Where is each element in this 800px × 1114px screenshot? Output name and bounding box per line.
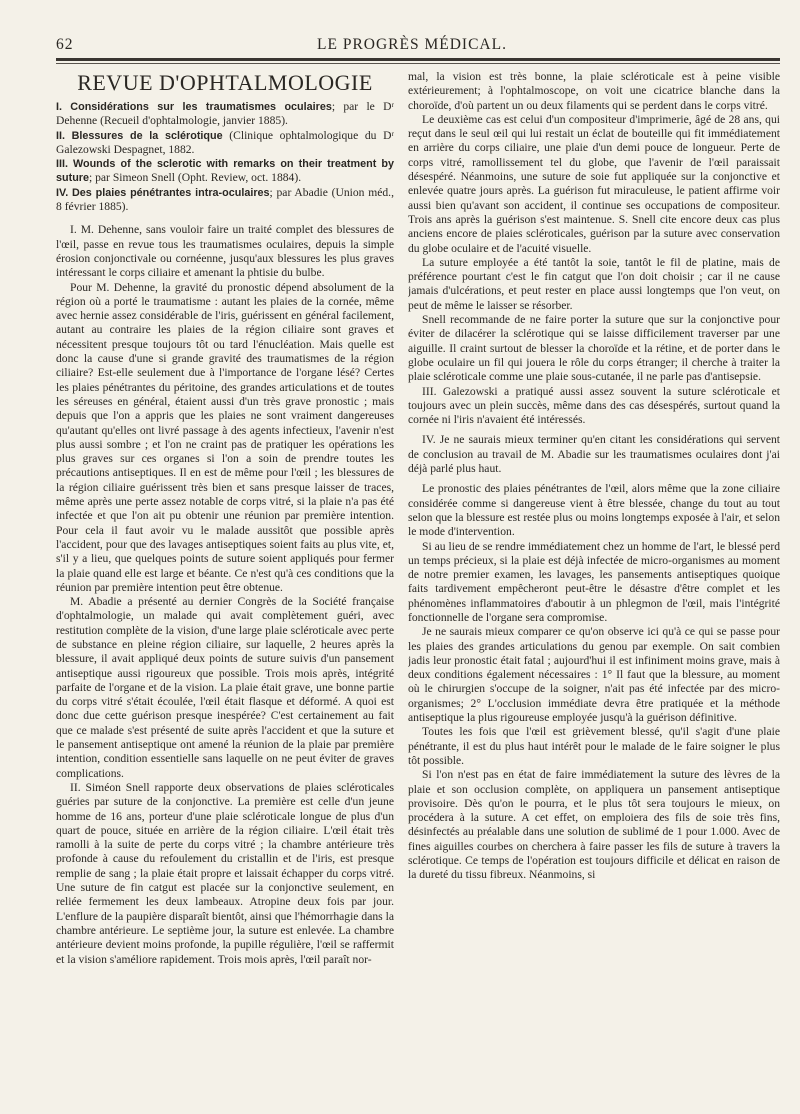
section-title: REVUE D'OPHTALMOLOGIE <box>77 70 373 95</box>
paragraph: III. Galezowski a pratiqué aussi assez souvent la suture scléroticale et toujours avec un plein succès, même dans des cas désespérés, surtout quand la cornée ni l'iris n'avaient été intéressés. <box>408 384 780 427</box>
paragraph: mal, la vision est très bonne, la plaie scléroticale est à peine visible extérieurement; à l'ophtalmoscope, on voit une cicatrice blanche dans la choroïde, d'où partent un ou deux filaments qui se perdent dans le corps vitré. <box>408 70 780 112</box>
header-rule-thin <box>56 63 780 64</box>
article-entry: III. Wounds of the sclerotic with remarks on their treatment by suture; par Simeon Snell (Opht. Review, oct. 1884). <box>56 158 394 185</box>
running-title: LE PROGRÈS MÉDICAL. <box>317 36 507 53</box>
paragraph: Pour M. Dehenne, la gravité du pronostic dépend absolument de la région où a porté le traumatisme : autant les plaies de la cornée, même avec hernie assez considérable de l'iris, guérissent en général facilement, autant au contraire les plaies de la région ciliaire sont graves et nécessitent presque toujours tôt ou tard l'énucléation. Mais quelle est donc la cause d'une si grande gravité des traumatismes de la région ciliaire? Est-elle seulement due à l'importance de l'organe lésé? Certes les plaies pénétrantes du péritoine, des grandes articulations et de toutes les séreuses en général, étaient aussi d'un très grave pronostic ; mais depuis que l'on a appris que les plaies ne sont vraiment dangereuses qu'autant qu'elles ont livré passage à des agents infectieux, l'avenir n'est plus aussi sombre ; et l'on ne craint pas de pratiquer les opérations les plus graves sur ces organes si l'on a soin de prendre toutes les précautions antiseptiques. Il en est de même pour l'œil ; les blessures de la région ciliaire guérissent très bien et sans presque laisser de traces, même après une perte assez notable de corps vitré, si la plaie n'a pas été infectée et que l'on ait pu obtenir une réunion par première intention. Pour cela il faut avoir vu le malade aussitôt que possible après l'accident, pour que des lavages antiseptiques soient faits au plus vite, et, s'il y a lieu, que quelques points de suture soient appliqués pour fermer la plaie quand elle est large et béante. Ce n'est qu'à ces conditions que la réunion par première intention peut être obtenue. <box>56 280 394 594</box>
paragraph: M. Abadie a présenté au dernier Congrès de la Société française d'ophtalmologie, un malade qui avait complètement guéri, avec restitution complète de la vision, d'une large plaie scléroticale avec perte de substance en pleine région ciliaire, sur laquelle, 2 heures après la blessure, il avait appliqué deux points de suture suivis d'un pansement antiseptique aussi rigoureux que possible. Trois mois après, intégrité parfaite de l'organe et de la vision. La plaie était grave, une bonne partie du corps vitré s'était écoulée, l'œil était flasque et déformé. A quoi est donc due cette guérison presque inespérée? C'est certainement au fait que ce malade s'est présenté de suite après l'accident et que la suture et le pansement antiseptique ont amené la réunion de la plaie par première intention, condition essentielle sans laquelle on ne peut éviter de graves complications. <box>56 595 394 780</box>
article-entry: II. Blessures de la sclérotique (Clinique ophtalmologique du Dʳ Galezowski Despagnet, 1882. <box>56 128 394 156</box>
right-column <box>408 70 780 1110</box>
paragraph: La suture employée a été tantôt la soie, tantôt le fil de platine, mais de préférence pourtant c'est le fin catgut que l'on doit choisir ; car il ne cause jamais d'ulcérations, et peut rester en place aussi longtemps que l'on veut, on peut de même le laisser se résorber. <box>408 255 780 312</box>
page-header <box>56 34 768 56</box>
paragraph: II. Siméon Snell rapporte deux observations de plaies scléroticales guéries par suture de la conjonctive. La première est celle d'un jeune homme de 16 ans, porteur d'une plaie scléroticale longue de plus d'un quart de pouce, située en arrière de la région ciliaire. L'œil était très ramolli à la suite de perte du corps vitré ; la chambre antérieure très profonde à cause du refoulement du cristallin et de l'iris, est presque remplie de sang ; la plaie était propre et laissait échapper du corps vitré. Une suture de fin catgut est placée sur la conjonctive seulement, en reliée fermement les deux lambeaux. Atropine deux fois par jour. L'enflure de la paupière disparaît bientôt, ainsi que l'hémorrhagie dans la chambre antérieure. Le septième jour, la suture est enlevée. La chambre antérieure devient moins profonde, la pupille régulière, l'œil se raffermit et la vision s'améliore rapidement. Trois mois après, l'œil paraît nor- <box>56 780 394 966</box>
paragraph: Le pronostic des plaies pénétrantes de l'œil, alors même que la zone ciliaire considérée comme si dangereuse vient à être blessée, change du tout au tout selon que la blessure est restée plus ou moins longtemps exposée à l'air, et selon le mode d'intervention. <box>408 482 780 539</box>
paragraph: Snell recommande de ne faire porter la suture que sur la conjonctive pour éviter de dilacérer la sclérotique qui se laisse difficilement traverser par une aiguille. Il craint surtout de blesser la choroïde et la rétine, et de porter dans le globe oculaire un fil qui jouera le rôle du corps étranger; il cherche à traiter la plaie scléroticale comme une plaie sous-cutanée, il ne parle pas d'antisepsie. <box>408 313 780 384</box>
paragraph: Si au lieu de se rendre immédiatement chez un homme de l'art, le blessé perd un temps précieux, si la plaie est déjà infectée de micro-organismes au moment de notre premier examen, les lavages, les pansements antiseptiques quoique faits tardivement empêcheront peut-être le désastre d'être complet et les phénomènes inflammatoires d'aboutir à un phlegmon de l'œil, mais l'intégrité fonctionnelle de l'organe sera compromise. <box>408 539 780 624</box>
left-column <box>56 70 394 1110</box>
article-list <box>56 100 394 214</box>
paragraph: Si l'on n'est pas en état de faire immédiatement la suture des lèvres de la plaie et son occlusion complète, on appliquera un pansement antiseptique provisoire. Dès qu'on le pourra, et le plus tôt sera toujours le mieux, on procédera à la suture. A cet effet, on emploiera des fils de soie très fins, désinfectés au préalable dans une solution de sublimé de 1 pour 1.000. Avec de fines aiguilles courbes on cherchera à faire passer les fils de suture à travers la sclérotique. Ce temps de l'opération est toujours difficile et délicat en raison de la dureté du tissu fibreux. Néanmoins, si <box>408 768 780 882</box>
paragraph: IV. Je ne saurais mieux terminer qu'en citant les considérations qui servent de conclusion au travail de M. Abadie sur les traumatismes oculaires dont j'ai déjà parlé plus haut. <box>408 433 780 476</box>
paragraph: Toutes les fois que l'œil est grièvement blessé, qu'il s'agit d'une plaie pénétrante, il est du plus haut intérêt pour le malade de le faire soigner le plus tôt possible. <box>408 725 780 767</box>
paragraph: Le deuxième cas est celui d'un compositeur d'imprimerie, âgé de 28 ans, qui reçut dans le seul œil qui lui restait un éclat de bouteille qui fit immédiatement en arrière du corps ciliaire, une plaie d'un demi pouce de longueur. Perte de corps vitré, ramollissement tel du globe, que l'avenir de l'œil paraissait désespéré. Néanmoins, une suture de soie fut appliquée sur la conjonctive et enlevée quatre jours après. La guérison fut miraculeuse, le patient affirme voir aussi bien qu'avant son accident, il continue ses occupations de compositeur. Trois ans après la guérison s'est maintenue. S. Snell cite encore deux cas plus anciens encore de plaies scléroticales, guérison par la suture avec conservation du globe oculaire et de l'acuité visuelle. <box>408 112 780 255</box>
article-entry: IV. Des plaies pénétrantes intra-oculaires; par Abadie (Union méd., 8 février 1885). <box>56 185 394 214</box>
article-entry: I. Considérations sur les traumatismes oculaires; par le Dʳ Dehenne (Recueil d'ophtalmologie, janvier 1885). <box>56 100 394 128</box>
page-number: 62 <box>56 36 74 53</box>
paragraph: I. M. Dehenne, sans vouloir faire un traité complet des blessures de l'œil, passe en revue tous les traumatismes oculaires, depuis la simple érosion conjonctivale ou cornéenne, jusqu'aux blessures les plus graves intéressant le corps ciliaire et amenant la phtisie du bulbe. <box>56 223 394 280</box>
header-rule-thick <box>56 58 780 61</box>
paragraph: Je ne saurais mieux comparer ce qu'on observe ici qu'à ce qui se passe pour les plaies des grandes articulations du genou par exemple. On sait combien jadis leur pronostic était fatal ; aujourd'hui il est infiniment moins grave, mais à deux conditions également nécessaires : 1° Il faut que la blessure, au moment où le chirurgien s'occupe de la soigner, n'ait pas été infectée par des micro-organismes; 2° L'occlusion immédiate devra être pratiquée et la méthode antiseptique la plus rigoureuse employée jusqu'à la guérison définitive. <box>408 625 780 725</box>
